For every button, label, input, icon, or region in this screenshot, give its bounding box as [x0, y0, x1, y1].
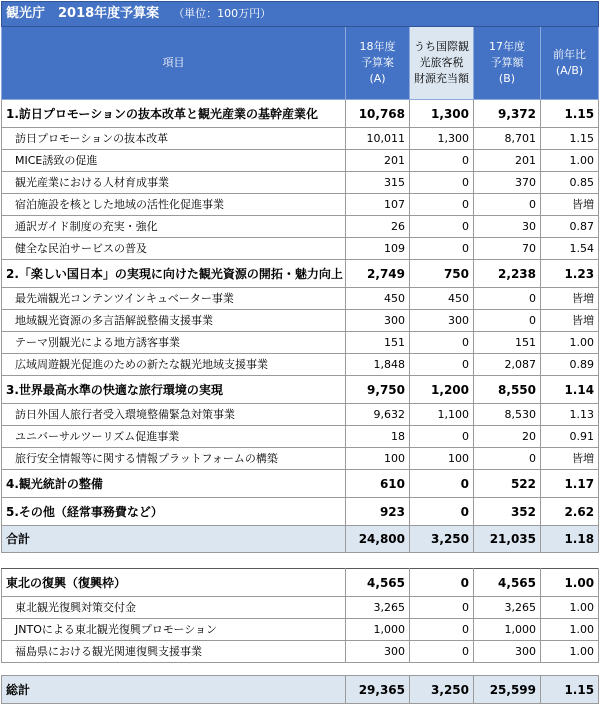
value-ratio: 0.91 [541, 426, 599, 448]
value-ratio: 皆増 [541, 448, 599, 470]
value-b: 70 [474, 238, 541, 260]
row-name: 観光産業における人材育成事業 [2, 172, 346, 194]
item-row [2, 426, 599, 448]
category-row [2, 470, 599, 498]
value-fund: 300 [410, 310, 474, 332]
value-a: 29,365 [346, 676, 410, 704]
value-b: 0 [474, 288, 541, 310]
value-b: 8,701 [474, 128, 541, 150]
value-fund: 3,250 [410, 676, 474, 704]
category-row [2, 260, 599, 288]
item-row [2, 619, 599, 641]
row-name: 福島県における観光関連復興支援事業 [2, 641, 346, 663]
value-a: 18 [346, 426, 410, 448]
value-b: 3,265 [474, 597, 541, 619]
value-b: 522 [474, 470, 541, 498]
value-fund: 0 [410, 641, 474, 663]
value-fund: 0 [410, 332, 474, 354]
tohoku-row [2, 569, 599, 597]
table-title [2, 2, 599, 27]
value-b: 9,372 [474, 100, 541, 128]
value-ratio: 1.15 [541, 128, 599, 150]
row-name: 東北観光復興対策交付金 [2, 597, 346, 619]
value-b: 1,000 [474, 619, 541, 641]
item-row [2, 150, 599, 172]
value-fund: 0 [410, 619, 474, 641]
value-fund: 0 [410, 426, 474, 448]
value-b: 0 [474, 448, 541, 470]
value-fund: 3,250 [410, 526, 474, 553]
value-ratio: 皆増 [541, 194, 599, 216]
row-name: 5.その他（経常事務費など） [2, 498, 346, 526]
row-name: 宿泊施設を核とした地域の活性化促進事業 [2, 194, 346, 216]
item-row [2, 597, 599, 619]
value-ratio: 1.17 [541, 470, 599, 498]
row-name: JNTOによる東北観光復興プロモーション [2, 619, 346, 641]
item-row [2, 354, 599, 376]
value-a: 10,011 [346, 128, 410, 150]
value-ratio: 1.00 [541, 569, 599, 597]
row-name: 3.世界最高水準の快適な旅行環境の実現 [2, 376, 346, 404]
row-name: 最先端観光コンテンツインキュベーター事業 [2, 288, 346, 310]
value-b: 0 [474, 194, 541, 216]
value-b: 8,550 [474, 376, 541, 404]
value-fund: 0 [410, 172, 474, 194]
value-a: 24,800 [346, 526, 410, 553]
value-b: 300 [474, 641, 541, 663]
spacer-cell [2, 663, 599, 676]
value-fund: 0 [410, 194, 474, 216]
row-name: 合計 [2, 526, 346, 553]
row-name: 地域観光資源の多言語解説整備支援事業 [2, 310, 346, 332]
value-fund: 0 [410, 597, 474, 619]
value-ratio: 1.23 [541, 260, 599, 288]
value-a: 26 [346, 216, 410, 238]
value-fund: 1,300 [410, 128, 474, 150]
budget-table-container [1, 1, 599, 704]
value-b: 2,238 [474, 260, 541, 288]
header-a: 18年度 予算案 (A) [346, 27, 410, 100]
value-b: 21,035 [474, 526, 541, 553]
row-name: 東北の復興（復興枠） [2, 569, 346, 597]
value-a: 4,565 [346, 569, 410, 597]
value-ratio: 1.15 [541, 676, 599, 704]
value-fund: 100 [410, 448, 474, 470]
row-name: 総計 [2, 676, 346, 704]
value-ratio: 1.00 [541, 150, 599, 172]
category-row [2, 100, 599, 128]
item-row [2, 172, 599, 194]
value-fund: 0 [410, 216, 474, 238]
item-row [2, 128, 599, 150]
header-item: 項目 [2, 27, 346, 100]
value-b: 30 [474, 216, 541, 238]
value-ratio: 1.14 [541, 376, 599, 404]
value-b: 0 [474, 310, 541, 332]
value-b: 2,087 [474, 354, 541, 376]
value-ratio: 1.15 [541, 100, 599, 128]
grand-total-row [2, 676, 599, 704]
value-a: 1,848 [346, 354, 410, 376]
value-ratio: 0.85 [541, 172, 599, 194]
value-a: 10,768 [346, 100, 410, 128]
row-name: 2.「楽しい国日本」の実現に向けた観光資源の開拓・魅力向上 [2, 260, 346, 288]
spacer-cell [2, 553, 599, 569]
value-ratio: 0.87 [541, 216, 599, 238]
value-a: 9,750 [346, 376, 410, 404]
item-row [2, 238, 599, 260]
header-b: 17年度 予算額 (B) [474, 27, 541, 100]
value-ratio: 皆増 [541, 310, 599, 332]
value-ratio: 1.00 [541, 332, 599, 354]
value-a: 109 [346, 238, 410, 260]
subtotal-row [2, 526, 599, 553]
value-a: 1,000 [346, 619, 410, 641]
value-fund: 1,200 [410, 376, 474, 404]
value-b: 201 [474, 150, 541, 172]
value-ratio: 1.00 [541, 597, 599, 619]
value-a: 300 [346, 310, 410, 332]
value-a: 9,632 [346, 404, 410, 426]
value-ratio: 1.00 [541, 619, 599, 641]
row-name: 広域周遊観光促進のための新たな観光地域支援事業 [2, 354, 346, 376]
item-row [2, 288, 599, 310]
value-ratio: 1.00 [541, 641, 599, 663]
value-b: 20 [474, 426, 541, 448]
value-a: 100 [346, 448, 410, 470]
value-a: 315 [346, 172, 410, 194]
header-fund: うち国際観 光旅客税 財源充当額 [410, 27, 474, 100]
row-name: テーマ別観光による地方誘客事業 [2, 332, 346, 354]
budget-table [1, 1, 599, 704]
row-name: 通訳ガイド制度の充実・強化 [2, 216, 346, 238]
value-a: 201 [346, 150, 410, 172]
row-name: 1.訪日プロモーションの抜本改革と観光産業の基幹産業化 [2, 100, 346, 128]
row-name: 訪日プロモーションの抜本改革 [2, 128, 346, 150]
header-ratio: 前年比 (A/B) [541, 27, 599, 100]
value-a: 151 [346, 332, 410, 354]
value-b: 151 [474, 332, 541, 354]
spacer-row [2, 553, 599, 569]
item-row [2, 332, 599, 354]
category-row [2, 376, 599, 404]
row-name: 4.観光統計の整備 [2, 470, 346, 498]
value-b: 352 [474, 498, 541, 526]
value-a: 610 [346, 470, 410, 498]
unit-text: （単位：100万円） [173, 7, 272, 20]
category-row [2, 498, 599, 526]
value-a: 450 [346, 288, 410, 310]
value-fund: 0 [410, 569, 474, 597]
value-ratio: 1.13 [541, 404, 599, 426]
value-b: 8,530 [474, 404, 541, 426]
item-row [2, 448, 599, 470]
row-name: MICE誘致の促進 [2, 150, 346, 172]
value-a: 107 [346, 194, 410, 216]
value-a: 300 [346, 641, 410, 663]
value-ratio: 2.62 [541, 498, 599, 526]
item-row [2, 216, 599, 238]
item-row [2, 194, 599, 216]
value-fund: 450 [410, 288, 474, 310]
value-ratio: 1.54 [541, 238, 599, 260]
value-fund: 0 [410, 238, 474, 260]
spacer-row [2, 663, 599, 676]
row-name: 旅行安全情報等に関する情報プラットフォームの構築 [2, 448, 346, 470]
value-b: 4,565 [474, 569, 541, 597]
row-name: 訪日外国人旅行者受入環境整備緊急対策事業 [2, 404, 346, 426]
value-b: 370 [474, 172, 541, 194]
value-b: 25,599 [474, 676, 541, 704]
value-fund: 0 [410, 354, 474, 376]
item-row [2, 310, 599, 332]
value-fund: 0 [410, 150, 474, 172]
value-a: 3,265 [346, 597, 410, 619]
value-a: 923 [346, 498, 410, 526]
item-row [2, 641, 599, 663]
row-name: 健全な民泊サービスの普及 [2, 238, 346, 260]
item-row [2, 404, 599, 426]
value-fund: 1,300 [410, 100, 474, 128]
value-fund: 0 [410, 498, 474, 526]
value-fund: 750 [410, 260, 474, 288]
value-ratio: 皆増 [541, 288, 599, 310]
value-a: 2,749 [346, 260, 410, 288]
title-text: 観光庁 2018年度予算案 [6, 6, 160, 21]
value-fund: 1,100 [410, 404, 474, 426]
value-fund: 0 [410, 470, 474, 498]
row-name: ユニバーサルツーリズム促進事業 [2, 426, 346, 448]
value-ratio: 0.89 [541, 354, 599, 376]
value-ratio: 1.18 [541, 526, 599, 553]
